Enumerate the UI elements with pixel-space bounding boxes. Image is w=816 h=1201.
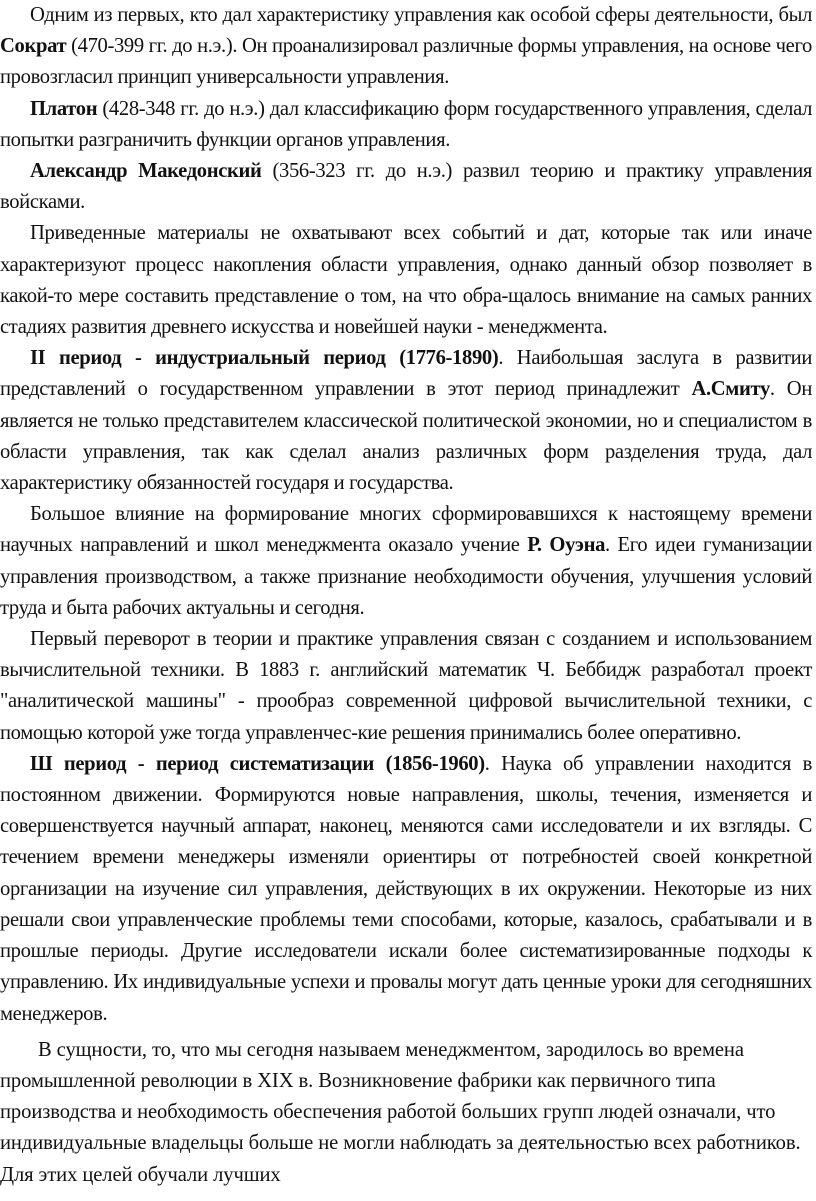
- bold-name-alexander: Александр Македонский: [30, 160, 262, 183]
- paragraph-text: . Он является не только представителем классической политической экономии, но и специалистом в области управления, так как сделал анализ различных форм разделения труда, дал характеристику обязанностей государя и государства.: [0, 378, 812, 495]
- paragraph-text: Приведенные материалы не охватывают всех событий и дат, которые так или иначе характеризуют процесс накопления области управления, однако данный обзор позволяет в какой-то мере составить представление о том, на что обра-щалось внимание на самых ранних стадиях развития древнего искусства и новейшей науки - менеджмента.: [0, 222, 812, 339]
- period-2-heading: II период - индустриальный период (1776-1890): [30, 347, 499, 370]
- paragraph-text: (470-399 гг. до н.э.). Он проанализировал различные формы управления, на основе чего провозгласил принцип универсальности управления.: [0, 35, 812, 89]
- bold-name-owen: Р. Оуэна: [527, 534, 606, 557]
- bold-name-socrates: Сократ: [0, 35, 67, 58]
- paragraph-text: (428-348 гг. до н.э.) дал классификацию форм государственного управления, сделал попытки разграничить функции органов управления.: [0, 97, 812, 151]
- period-3-heading: Ш период - период систематизации (1856-1960): [30, 752, 485, 775]
- paragraph-plato: [0, 94, 812, 156]
- paragraph-period-3: [0, 749, 812, 1030]
- paragraph-text: Первый переворот в теории и практике управления связан с созданием и использованием вычислительной техники. В 1883 г. английский математик Ч. Беббидж разработал проект "аналитической машины" - прообраз современной цифровой вычислительной техники, с помощью которой уже тогда управленчес-кие решения принимались более оперативно.: [0, 628, 812, 744]
- paragraph-industrial-revolution: [0, 1035, 812, 1191]
- bold-name-plato: Платон: [30, 97, 98, 120]
- paragraph-text: . Его идеи гуманизации управления производством, а также признание необходимости обучения, улучшения условий труда и быта рабочих актуальны и сегодня.: [0, 534, 812, 619]
- paragraph-text: В сущности, то, что мы сегодня называем менеджментом, зародилось во времена промышленной революции в XIX в. Возникновение фабрики как первичного типа производства и необходимость обеспечения работой больших групп людей означали, что индивидуальные владельцы больше не могли наблюдать за деятельностью всех работников. Для этих целей обучали лучших: [0, 1038, 801, 1186]
- paragraph-overview: [0, 218, 812, 343]
- paragraph-text: Одним из первых, кто дал характеристику управления как особой сферы деятельности, был: [30, 4, 812, 26]
- paragraph-owen: [0, 499, 812, 624]
- paragraph-alexander: [0, 156, 812, 218]
- paragraph-text: . Наибольшая заслуга в развитии представлений о государственном управлении в этот период принадлежит: [0, 347, 812, 401]
- paragraph-text: (356-323 гг. до н.э.) развил теорию и практику управления войсками.: [0, 160, 812, 214]
- paragraph-period-2: [0, 343, 812, 499]
- bold-name-smith: А.Смиту: [691, 378, 770, 401]
- paragraph-text: Большое влияние на формирование многих сформировавшихся к настоящему времени научных направлений и школ менеджмента оказало учение: [0, 503, 812, 557]
- paragraph-socrates: [0, 0, 812, 94]
- paragraph-text: . Наука об управлении находится в постоянном движении. Формируются новые направления, школы, течения, изменяется и совершенствуется научный аппарат, наконец, меняются сами исследователи и их взгляды. С течением времени менеджеры изменяли ориентиры от потребностей своей конкретной организации на изучение сил управления, действующих в их окружении. Некоторые из них решали свои управленческие проблемы теми способами, которые, казалось, срабатывали и в прошлые периоды. Другие исследователи искали более систематизированные подходы к управлению. Их индивидуальные успехи и провалы могут дать ценные уроки для сегодняшних менеджеров.: [0, 752, 812, 1025]
- paragraph-babbage: [0, 624, 812, 749]
